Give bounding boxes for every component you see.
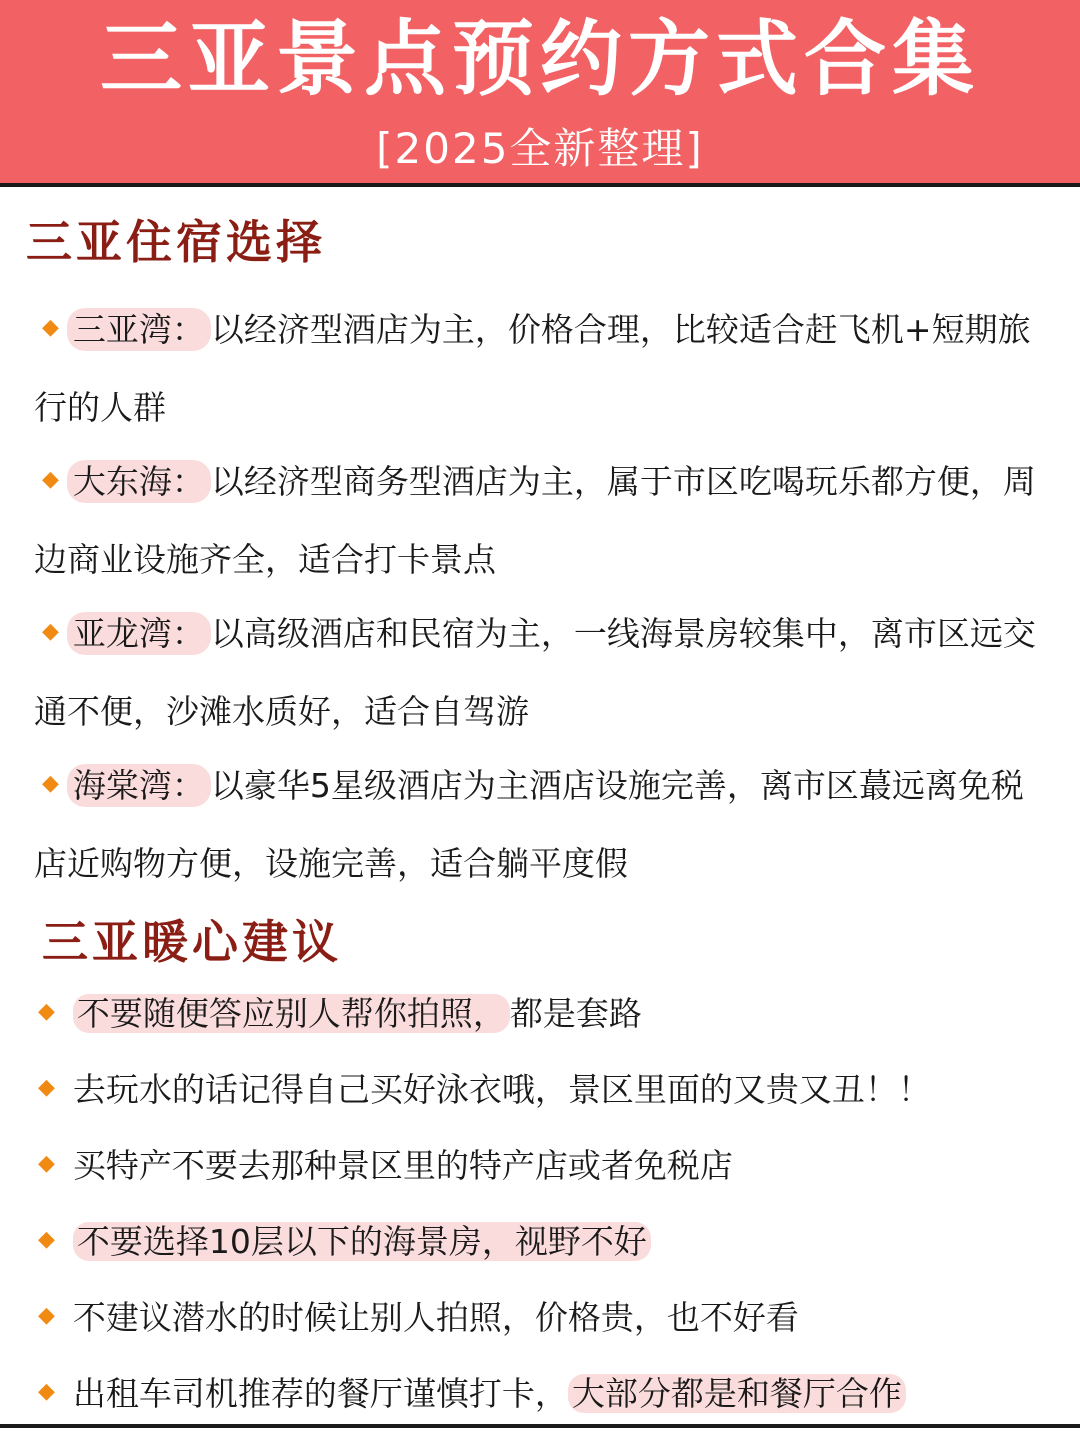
diamond-bullet-icon: ◆ <box>42 770 59 796</box>
tip-item <box>38 1369 1048 1421</box>
area-name: 大东海： <box>67 460 211 503</box>
tip-text: 出租车司机推荐的餐厅谨慎打卡， <box>72 1374 568 1413</box>
header-banner <box>0 0 1080 187</box>
tip-item <box>38 1141 1048 1193</box>
diamond-bullet-icon: ◆ <box>42 618 59 644</box>
accommodation-item <box>34 748 1050 902</box>
diamond-bullet-icon: ◆ <box>42 466 59 492</box>
tip-item <box>38 1065 1048 1117</box>
area-description: 以经济型商务型酒店为主，属于市区吃喝玩乐都方便，周边商业设施齐全，适合打卡景点 <box>34 462 1036 579</box>
section-title-accommodation: 三亚住宿选择 <box>26 215 326 269</box>
tip-text: 去玩水的话记得自己买好泳衣哦，景区里面的又贵又丑！！ <box>72 1070 931 1109</box>
tip-highlight: 不要选择10层以下的海景房，视野不好 <box>73 1222 651 1261</box>
area-name: 三亚湾： <box>67 308 211 351</box>
area-name: 海棠湾： <box>67 764 211 807</box>
tip-item <box>38 989 1048 1041</box>
diamond-bullet-icon: ◆ <box>38 1302 55 1328</box>
bottom-divider <box>0 1424 1080 1428</box>
accommodation-item <box>34 596 1050 750</box>
tip-item <box>38 1293 1048 1345</box>
tip-text: 买特产不要去那种景区里的特产店或者免税店 <box>72 1146 733 1185</box>
tip-highlight: 不要随便答应别人帮你拍照， <box>73 994 510 1033</box>
diamond-bullet-icon: ◆ <box>38 998 55 1024</box>
diamond-bullet-icon: ◆ <box>38 1378 55 1404</box>
page-title: 三亚景点预约方式合集 <box>99 12 980 107</box>
area-description: 以经济型酒店为主，价格合理，比较适合赶飞机+短期旅行的人群 <box>34 310 1031 427</box>
tip-text: 都是套路 <box>509 994 642 1033</box>
diamond-bullet-icon: ◆ <box>38 1074 55 1100</box>
accommodation-item <box>34 292 1050 446</box>
area-name: 亚龙湾： <box>67 612 211 655</box>
page-subtitle: [2025全新整理] <box>376 124 704 173</box>
diamond-bullet-icon: ◆ <box>38 1226 55 1252</box>
diamond-bullet-icon: ◆ <box>42 314 59 340</box>
area-description: 以高级酒店和民宿为主，一线海景房较集中，离市区远交通不便，沙滩水质好，适合自驾游 <box>34 614 1036 731</box>
area-description: 以豪华5星级酒店为主酒店设施完善，离市区蕞远离免税店近购物方便，设施完善，适合躺平度假 <box>34 766 1024 883</box>
tip-highlight: 大部分都是和餐厅合作 <box>568 1374 906 1413</box>
tip-text: 不建议潜水的时候让别人拍照，价格贵，也不好看 <box>72 1298 799 1337</box>
section-title-tips: 三亚暖心建议 <box>42 915 342 969</box>
diamond-bullet-icon: ◆ <box>38 1150 55 1176</box>
tip-item <box>38 1217 1048 1269</box>
accommodation-item <box>34 444 1050 598</box>
